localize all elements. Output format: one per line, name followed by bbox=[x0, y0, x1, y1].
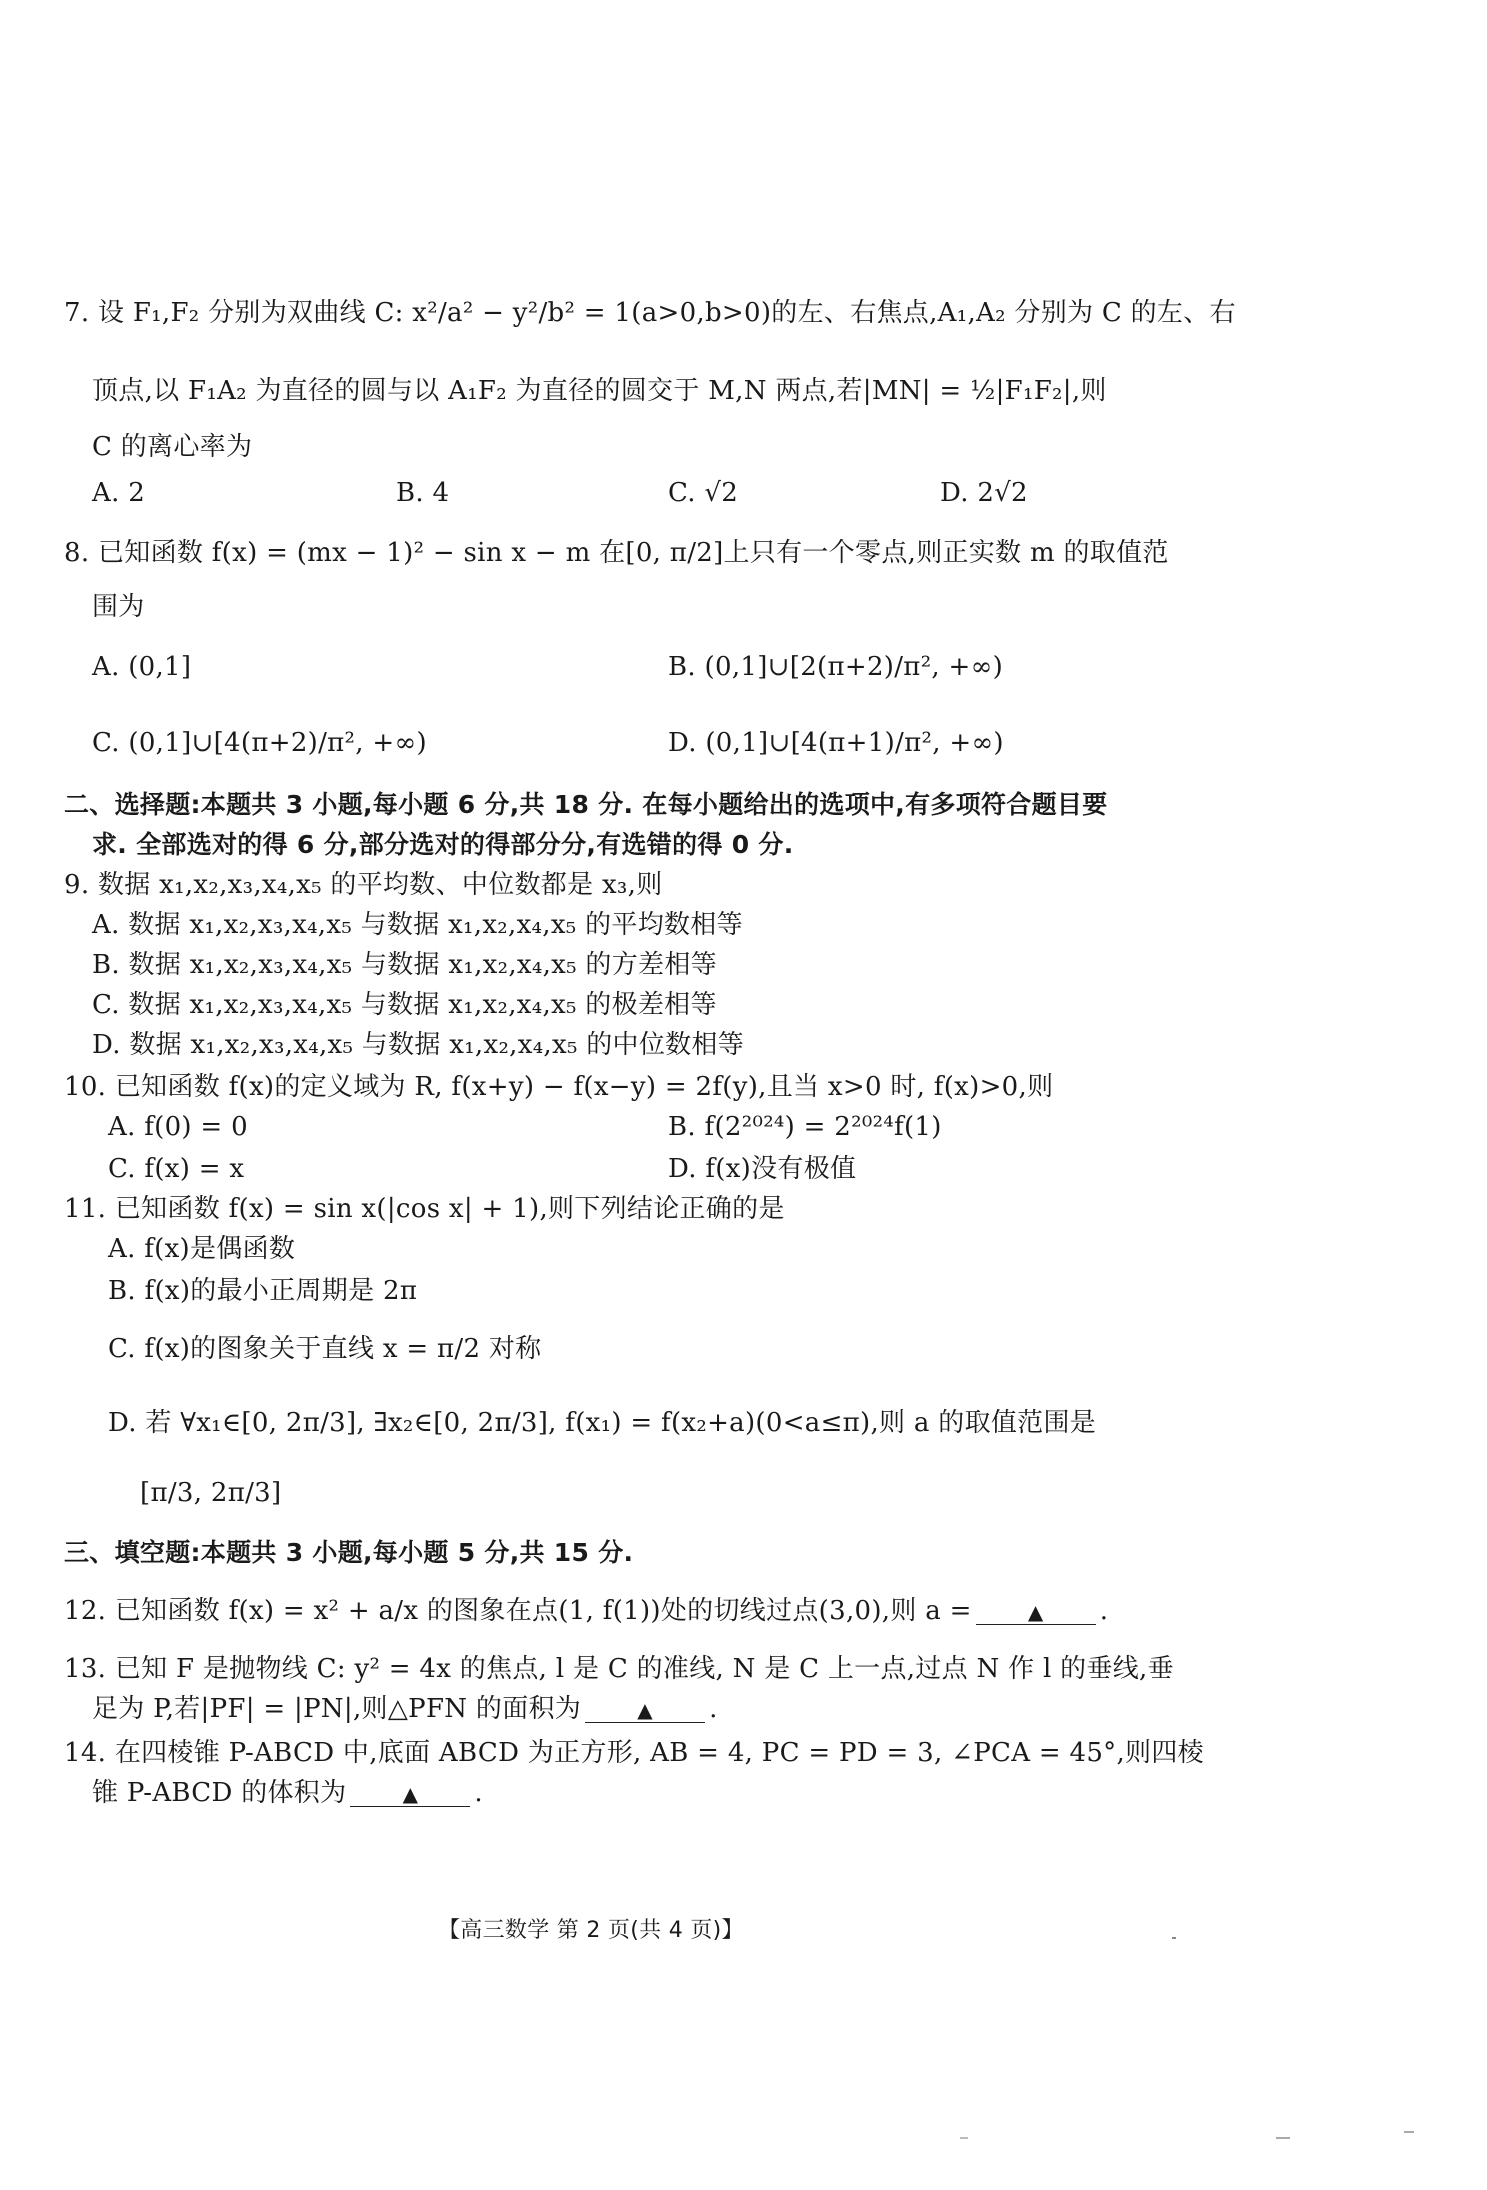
section2-heading-line1: 二、选择题:本题共 3 小题,每小题 6 分,共 18 分. 在每小题给出的选项中,有多项符合题目要 bbox=[64, 790, 1108, 819]
q9-option-a: A. 数据 x₁,x₂,x₃,x₄,x₅ 与数据 x₁,x₂,x₄,x₅ 的平均数相等 bbox=[92, 910, 743, 940]
q10-option-d: D. f(x)没有极值 bbox=[668, 1154, 857, 1184]
q8-option-a: A. (0,1] bbox=[92, 652, 192, 682]
q14-end: . bbox=[474, 1778, 483, 1808]
q7-option-b: B. 4 bbox=[396, 478, 450, 508]
q10-option-a: A. f(0) = 0 bbox=[108, 1112, 248, 1142]
q14-text: 锥 P-ABCD 的体积为 bbox=[92, 1778, 347, 1808]
q8-option-d: D. (0,1]∪[4(π+1)/π², +∞) bbox=[668, 728, 1004, 758]
q13-line1: 13. 已知 F 是抛物线 C: y² = 4x 的焦点, l 是 C 的准线, N 是 C 上一点,过点 N 作 l 的垂线,垂 bbox=[64, 1654, 1174, 1684]
q11-option-d: D. 若 ∀x₁∈[0, 2π/3], ∃x₂∈[0, 2π/3], f(x₁) = f(x₂+a)(0<a≤π),则 a 的取值范围是 bbox=[108, 1408, 1097, 1438]
q8-line2: 围为 bbox=[92, 592, 145, 622]
q9-option-c: C. 数据 x₁,x₂,x₃,x₄,x₅ 与数据 x₁,x₂,x₄,x₅ 的极差相等 bbox=[92, 990, 717, 1020]
q13-line2 bbox=[92, 1696, 718, 1723]
scan-speck bbox=[960, 2137, 968, 2139]
q14-line2 bbox=[92, 1780, 483, 1807]
q11-option-b: B. f(x)的最小正周期是 2π bbox=[108, 1276, 418, 1306]
q11-option-d-range: [π/3, 2π/3] bbox=[140, 1478, 282, 1508]
q8-option-b: B. (0,1]∪[2(π+2)/π², +∞) bbox=[668, 652, 1004, 682]
q12-end: . bbox=[1099, 1596, 1109, 1626]
triangle-mark-icon: ▲ bbox=[637, 1698, 653, 1722]
q10-option-c: C. f(x) = x bbox=[108, 1154, 245, 1184]
scan-speck bbox=[1276, 2137, 1290, 2139]
triangle-mark-icon: ▲ bbox=[402, 1782, 419, 1806]
q9-option-b: B. 数据 x₁,x₂,x₃,x₄,x₅ 与数据 x₁,x₂,x₄,x₅ 的方差相等 bbox=[92, 950, 717, 980]
scan-speck bbox=[1172, 1937, 1176, 1939]
page-footer: 【高三数学 第 2 页(共 4 页)】 bbox=[438, 1918, 744, 1943]
q13-answer-blank[interactable] bbox=[585, 1696, 705, 1723]
q7-option-a: A. 2 bbox=[92, 478, 146, 508]
q13-end: . bbox=[709, 1694, 718, 1724]
q14-line1: 14. 在四棱锥 P-ABCD 中,底面 ABCD 为正方形, AB = 4, PC = PD = 3, ∠PCA = 45°,则四棱 bbox=[64, 1738, 1204, 1768]
q9-option-d: D. 数据 x₁,x₂,x₃,x₄,x₅ 与数据 x₁,x₂,x₄,x₅ 的中位数相等 bbox=[92, 1030, 745, 1060]
q8-line1: 8. 已知函数 f(x) = (mx − 1)² − sin x − m 在[0, π/2]上只有一个零点,则正实数 m 的取值范 bbox=[64, 538, 1169, 568]
q9-stem: 9. 数据 x₁,x₂,x₃,x₄,x₅ 的平均数、中位数都是 x₃,则 bbox=[64, 870, 663, 900]
q7-line1: 7. 设 F₁,F₂ 分别为双曲线 C: x²/a² − y²/b² = 1(a>0,b>0)的左、右焦点,A₁,A₂ 分别为 C 的左、右 bbox=[64, 298, 1236, 328]
q11-option-a: A. f(x)是偶函数 bbox=[108, 1234, 296, 1264]
q8-option-c: C. (0,1]∪[4(π+2)/π², +∞) bbox=[92, 728, 427, 758]
q7-option-c: C. √2 bbox=[668, 478, 739, 508]
q13-text: 足为 P,若|PF| = |PN|,则△PFN 的面积为 bbox=[92, 1694, 582, 1724]
section2-heading-line2: 求. 全部选对的得 6 分,部分选对的得部分分,有选错的得 0 分. bbox=[92, 830, 794, 859]
section3-heading: 三、填空题:本题共 3 小题,每小题 5 分,共 15 分. bbox=[64, 1538, 634, 1567]
q11-stem: 11. 已知函数 f(x) = sin x(|cos x| + 1),则下列结论正确的是 bbox=[64, 1194, 785, 1224]
q10-stem: 10. 已知函数 f(x)的定义域为 R, f(x+y) − f(x−y) = 2f(y),且当 x>0 时, f(x)>0,则 bbox=[64, 1072, 1054, 1102]
q10-option-b: B. f(2²⁰²⁴) = 2²⁰²⁴f(1) bbox=[668, 1112, 942, 1142]
q11-option-c: C. f(x)的图象关于直线 x = π/2 对称 bbox=[108, 1334, 542, 1364]
q7-line2: 顶点,以 F₁A₂ 为直径的圆与以 A₁F₂ 为直径的圆交于 M,N 两点,若|MN| = ½|F₁F₂|,则 bbox=[92, 376, 1107, 406]
q14-answer-blank[interactable] bbox=[350, 1780, 470, 1807]
q12-text: 12. 已知函数 f(x) = x² + a/x 的图象在点(1, f(1))处的切线过点(3,0),则 a = bbox=[64, 1596, 972, 1626]
triangle-mark-icon: ▲ bbox=[1027, 1600, 1044, 1624]
q7-option-d: D. 2√2 bbox=[940, 478, 1028, 508]
q12-line bbox=[64, 1598, 1108, 1625]
q12-answer-blank[interactable] bbox=[976, 1598, 1096, 1625]
q7-line3: C 的离心率为 bbox=[92, 432, 253, 462]
scan-speck bbox=[1404, 2131, 1414, 2133]
